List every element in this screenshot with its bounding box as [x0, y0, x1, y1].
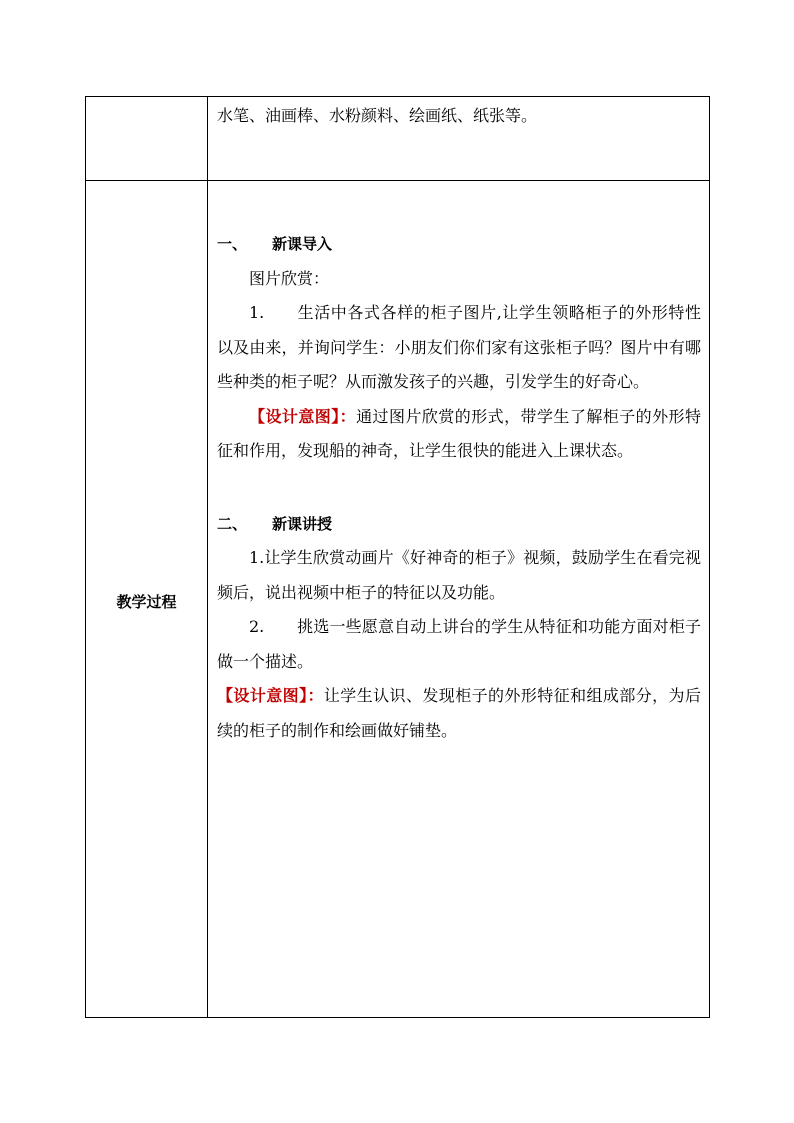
section2-item2 — [217, 610, 701, 679]
section1-title: 新课导入 — [272, 235, 333, 253]
materials-row — [86, 97, 710, 181]
materials-content-cell — [208, 97, 710, 181]
section2-design-tag: 【设计意图】： — [217, 686, 324, 705]
section1-design — [217, 400, 701, 469]
materials-text: 水笔、油画棒、水粉颜料、绘画纸、纸张等。 — [217, 106, 538, 125]
section2-item1: 1.让学生欣赏动画片《好神奇的柜子》视频，鼓励学生在看完视频后，说出视频中柜子的特征以及功能。 — [217, 548, 701, 602]
section2-item2-num: 2. — [249, 617, 265, 636]
section1-design-tag: 【设计意图】： — [249, 406, 357, 426]
section2-design-text: 让学生认识、发现柜子的外形特征和组成部分，为后续的柜子的制作和绘画做好铺垫。 — [217, 686, 701, 740]
section1-item1 — [217, 296, 701, 400]
section1-sub: 图片欣赏： — [249, 268, 330, 288]
section2-title: 新课讲授 — [272, 514, 333, 533]
process-row — [86, 181, 710, 1018]
materials-label-cell — [86, 97, 208, 181]
process-label: 教学过程 — [116, 593, 177, 611]
lesson-plan-table — [85, 96, 710, 1018]
section2-heading — [217, 507, 701, 542]
section2-item2-text: 挑选一些愿意自动上讲台的学生从特征和功能方面对柜子做一个描述。 — [217, 617, 701, 671]
section1-heading — [217, 227, 701, 262]
section2-number: 二、 — [217, 514, 248, 533]
process-label-cell — [86, 181, 208, 1018]
section1-number: 一、 — [217, 235, 248, 253]
section1-item1-text: 生活中各式各样的柜子图片,让学生领略柜子的外形特性以及由来，并询问学生：小朋友们你们家有这张柜子吗？图片中有哪些种类的柜子呢？从而激发孩子的兴趣，引发学生的好奇心。 — [217, 303, 701, 391]
section1-item1-num: 1. — [249, 303, 265, 322]
section1-design-text: 通过图片欣赏的形式，带学生了解柜子的外形特征和作用，发现船的神奇，让学生很快的能进入上课状态。 — [217, 406, 701, 460]
section2-design — [217, 679, 701, 748]
process-content-cell — [208, 181, 710, 1018]
